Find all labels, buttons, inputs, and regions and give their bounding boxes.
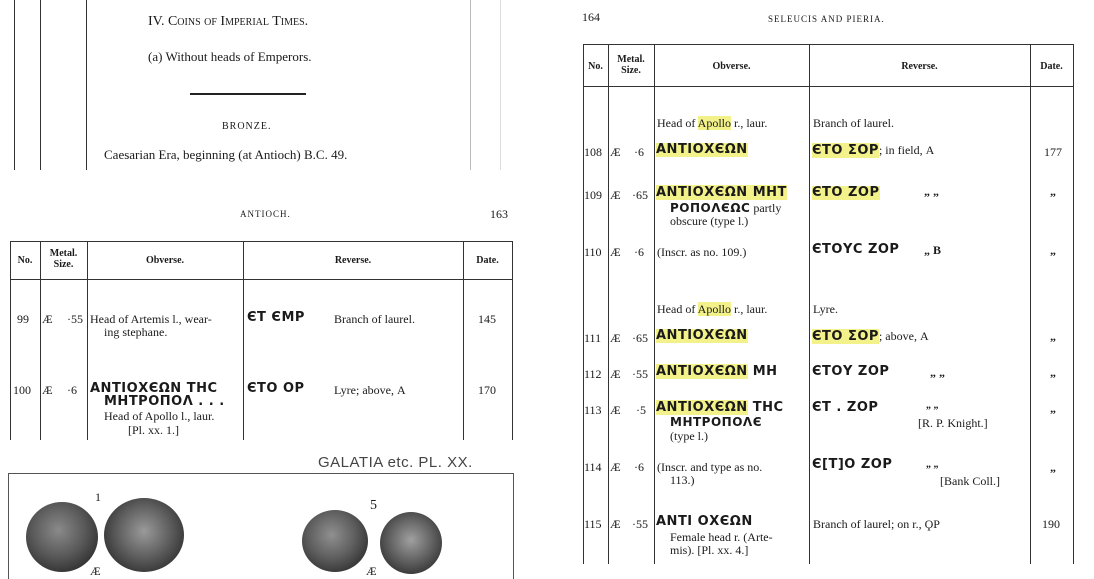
row-date: „ <box>1050 243 1056 257</box>
metal-heading: BRONZE. <box>222 121 272 132</box>
row-size: ·55 <box>67 312 83 326</box>
row-size: ·55 <box>632 367 648 381</box>
row-date: „ <box>1050 184 1056 198</box>
plate-number-1: 1 <box>95 490 101 504</box>
coin-obverse-1 <box>26 502 98 572</box>
row-reverse-ditto: „ Β <box>924 243 942 257</box>
coin-reverse-1 <box>104 498 184 572</box>
row-obverse-legend: ΑΝΤΙΟΧЄΩΝ ΜΗΤ <box>656 185 787 200</box>
row-obverse: Head of Apollo l., laur. <box>104 409 215 423</box>
row-reverse-legend: ЄΤ ЄΜΡ <box>247 310 305 325</box>
header-reverse: Reverse. <box>334 255 372 266</box>
row-obverse-legend-line2: ΜΗΤΡΟΠΟΛ . . . <box>104 394 225 409</box>
row-metal: Æ <box>610 403 621 417</box>
row-obverse-line2: 113.) <box>670 473 695 487</box>
row-reverse-legend: ЄΤΟ ΟΡ <box>247 381 305 396</box>
row-no: 100 <box>13 383 31 397</box>
header-no: No. <box>588 61 603 72</box>
row-size: ·55 <box>632 517 648 531</box>
row-metal: Æ <box>610 331 621 345</box>
row-metal: Æ <box>610 517 621 531</box>
row-reverse: ЄΤΟ ΣΟΡ; above, Α <box>812 329 929 344</box>
row-metal: Æ <box>42 383 53 397</box>
row-no: 114 <box>584 460 602 474</box>
row-obverse-legend: ΑΝΤΙΟΧЄΩΝ <box>656 142 748 157</box>
row-obverse-legend: ΑΝΤΙΟΧЄΩΝ ΤΗC <box>656 400 784 415</box>
group-reverse: Lyre. <box>813 302 838 316</box>
header-date: Date. <box>1040 61 1063 72</box>
row-size: ·65 <box>632 188 648 202</box>
plate-metal-1: Æ <box>90 564 101 578</box>
row-date: „ <box>1050 365 1056 379</box>
coin-obverse-5 <box>302 510 368 572</box>
row-date: 177 <box>1044 145 1062 159</box>
left-page <box>0 195 520 440</box>
row-no: 113 <box>584 403 602 417</box>
row-obverse-line2: Female head r. (Arte- <box>670 530 773 544</box>
row-reverse-legend: ЄΤ . ΖΟΡ <box>812 400 879 415</box>
row-no: 108 <box>584 145 602 159</box>
row-obverse-line3: mis). [Pl. xx. 4.] <box>670 543 749 557</box>
row-no: 99 <box>17 312 29 326</box>
row-size: ·6 <box>634 245 644 259</box>
coin-reverse-5 <box>380 512 442 574</box>
row-reverse-note: [R. P. Knight.] <box>918 416 988 430</box>
row-size: ·6 <box>634 145 644 159</box>
row-no: 111 <box>584 331 602 345</box>
row-size: ·6 <box>634 460 644 474</box>
row-reverse-ditto: „ „ <box>926 400 939 411</box>
plate-caption: GALATIA etc. PL. XX. <box>318 454 473 471</box>
row-reverse-legend: ЄΤΟΥC ΖΟΡ <box>812 242 900 257</box>
row-no: 112 <box>584 367 602 381</box>
row-obverse-legend: ΑΝΤΙ ΟΧЄΩΝ <box>656 514 753 529</box>
highlight: Apollo <box>697 116 731 130</box>
row-date: „ <box>1050 401 1056 415</box>
header-obverse: Obverse. <box>712 61 751 72</box>
section-title: IV. Coins of Imperial Times. <box>148 14 309 29</box>
top-left-fragment <box>0 0 505 170</box>
header-no: No. <box>17 255 33 266</box>
row-date: „ <box>1050 329 1056 343</box>
row-date: „ <box>1050 460 1056 474</box>
row-no: 110 <box>584 245 602 259</box>
row-no: 115 <box>584 517 602 531</box>
row-date: 170 <box>478 383 496 397</box>
row-reverse-text: Lyre; above, Α <box>334 383 406 397</box>
running-head: SELEUCIS AND PIERIA. <box>768 14 885 24</box>
row-obverse-line3: (type l.) <box>670 429 708 443</box>
row-obverse: (Inscr. as no. 109.) <box>657 245 747 259</box>
row-date: 145 <box>478 312 496 326</box>
row-reverse: ЄΤΟ ΣΟΡ; in field, Α <box>812 143 935 158</box>
row-obverse-legend: ΑΝΤΙΟΧЄΩΝ <box>656 328 748 343</box>
row-obverse-line2: ΡΟΠΟΛЄΩC partly <box>670 201 782 215</box>
header-reverse: Reverse. <box>901 61 938 72</box>
row-obverse-line3: obscure (type l.) <box>670 214 749 228</box>
row-reverse-legend: ЄΤΟ ΖΟΡ <box>812 185 880 200</box>
row-size: ·5 <box>636 403 646 417</box>
row-obverse: (Inscr. and type as no. <box>657 460 763 474</box>
header-date: Date. <box>476 255 499 266</box>
row-metal: Æ <box>610 245 621 259</box>
plate-metal-5: Æ <box>366 564 377 578</box>
row-no: 109 <box>584 188 602 202</box>
row-reverse-ditto: „ „ <box>930 365 945 379</box>
row-metal: Æ <box>610 145 621 159</box>
row-metal: Æ <box>610 460 621 474</box>
row-obverse: Head of Artemis l., wear- <box>90 312 212 326</box>
group-obverse: Head of Apollo r., laur. <box>657 116 768 130</box>
page-number: 164 <box>582 10 600 24</box>
plate-fragment <box>0 450 520 579</box>
row-reverse-text: Branch of laurel. <box>334 312 415 326</box>
row-obverse-legend-line2: ΜΗΤΡΟΠΟΛЄ <box>670 415 763 429</box>
header-obverse: Obverse. <box>145 255 185 266</box>
row-obverse-legend: ΑΝΤΙΟΧЄΩΝ ΤΗC <box>90 381 218 396</box>
row-size: ·6 <box>67 383 77 397</box>
row-date: 190 <box>1042 517 1060 531</box>
header-metal: Metal. <box>49 248 78 259</box>
group-obverse: Head of Apollo r., laur. <box>657 302 768 316</box>
row-reverse-ditto: „ „ <box>926 459 939 470</box>
right-page <box>570 0 1094 579</box>
row-obverse-line2: ing stephane. <box>104 325 168 339</box>
row-metal: Æ <box>42 312 53 326</box>
header-metal: Metal. <box>617 54 645 65</box>
header-size: Size. <box>53 259 74 270</box>
row-metal: Æ <box>610 367 621 381</box>
header-size: Size. <box>621 65 641 76</box>
running-head: ANTIOCH. <box>240 209 291 219</box>
row-reverse-note: [Bank Coll.] <box>940 474 1000 488</box>
row-obverse-legend: ΑΝΤΙΟΧЄΩΝ ΜΗ <box>656 364 778 379</box>
group-reverse: Branch of laurel. <box>813 116 894 130</box>
plate-number-5: 5 <box>370 498 377 513</box>
row-metal: Æ <box>610 188 621 202</box>
row-reverse-legend: ЄΤΟΥ ΖΟΡ <box>812 364 890 379</box>
row-reverse: Branch of laurel; on r., ϘΡ <box>813 517 940 531</box>
highlight: Apollo <box>697 302 731 316</box>
page-number: 163 <box>490 207 508 221</box>
row-size: ·65 <box>632 331 648 345</box>
row-plate-ref: [Pl. xx. 1.] <box>128 423 179 437</box>
row-reverse-ditto: „ „ <box>924 184 939 198</box>
row-reverse-legend: Є[Τ]Ο ΖΟΡ <box>812 457 893 472</box>
era-note: Caesarian Era, beginning (at Antioch) B.C. 49. <box>104 147 348 162</box>
subsection-title: (a) Without heads of Emperors. <box>148 49 312 64</box>
